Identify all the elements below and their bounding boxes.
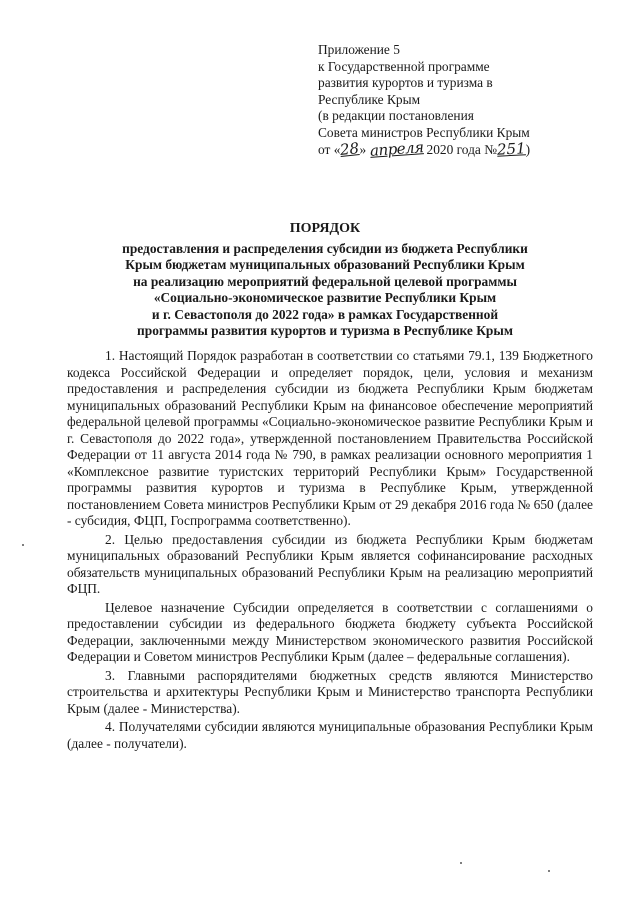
paragraph: 1. Настоящий Порядок разработан в соответствии со статьями 79.1, 139 Бюджетного кодекса Российской Федерации и определяет порядок, цели, условия и механизм предоставления и распределения субсидии из бюджета Республики Крым бюджетам муниципальных образований Республики Крым на финансовое обеспечение мероприятий федеральной целевой программы «Социально-экономическое развитие Республики Крым и г. Севастополя до 2022 года», утвержденной постановлением Правительства Российской Федерации от 11 августа 2014 года № 790, в рамках реализации основного мероприятия 1 «Комплексное развитие туристских территорий Республики Крым» Государственной программы развития курортов и туризма в Республике Крым, утвержденной постановлением Совета министров Республики Крым от 29 декабря 2016 года № 650 (далее - субсидия, ФЦП, Госпрограмма соответственно). — [67, 348, 593, 528]
title-line: Крым бюджетам муниципальных образований Республики Крым — [125, 257, 525, 272]
paragraph: Целевое назначение Субсидии определяется в соответствии с соглашениями о предоставлении субсидии из федерального бюджета бюджету субъекта Российской Федерации, заключенными между Министерством экономического развития Российской Федерации и Советом министров Республики Крым (далее – федеральные соглашения). — [67, 599, 593, 664]
scan-speck — [548, 870, 550, 872]
title-line: предоставления и распределения субсидии из бюджета Республики — [122, 240, 528, 256]
appendix-program-line: к Государственной программе — [318, 58, 490, 74]
appendix-number: Приложение 5 — [318, 42, 400, 57]
paragraph: 3. Главными распорядителями бюджетных средств являются Министерство строительства и архитектуры Республики Крым и Министерство транспорта Республики Крым (далее - Министерства). — [67, 667, 593, 716]
handwritten-number: 251 — [496, 139, 527, 159]
paragraph: 2. Целью предоставления субсидии из бюджета Республики Крым бюджетам муниципальных образований Республики Крым является софинансирование расходных обязательств муниципальных образований Республики Крым на реализацию мероприятий ФЦП. — [67, 531, 593, 596]
date-suffix: ) — [525, 142, 531, 157]
date-prefix: от « — [318, 142, 341, 157]
scan-speck — [460, 862, 462, 864]
date-quote-close: » — [359, 142, 367, 157]
paragraph: 4. Получателями субсидии являются муниципальные образования Республики Крым (далее - получатели). — [67, 719, 593, 751]
appendix-program-line: Республике Крым — [318, 91, 421, 107]
appendix-edition-line: Совета министров Республики Крым — [318, 124, 530, 140]
appendix-edition-line: (в редакции постановления — [318, 108, 474, 123]
title-line: «Социально-экономическое развитие Республики Крым — [153, 290, 497, 305]
handwritten-day: 28 — [339, 139, 361, 159]
appendix-program-line: развития курортов и туризма в — [318, 75, 493, 90]
title-line: программы развития курортов и туризма в Республике Крым — [137, 323, 513, 338]
document-title-block — [60, 221, 590, 340]
scan-speck — [22, 544, 24, 546]
document-title: ПОРЯДОК — [289, 221, 361, 236]
appendix-date-line — [318, 138, 628, 160]
title-line: и г. Севастополя до 2022 года» в рамках Государственной — [151, 306, 499, 322]
appendix-header — [318, 42, 628, 159]
date-year: 2020 года № — [426, 142, 497, 157]
title-line: на реализацию мероприятий федеральной целевой программы — [133, 273, 517, 289]
handwritten-month: апреля — [368, 138, 424, 160]
document-body — [67, 348, 593, 752]
